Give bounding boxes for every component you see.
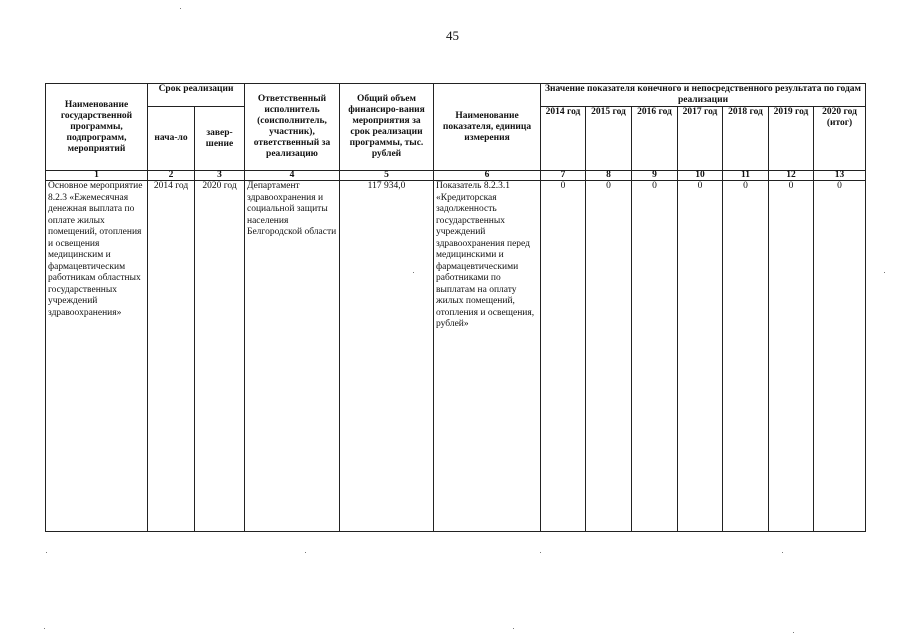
cell-value-2017: 0: [678, 181, 723, 532]
column-number: 1: [46, 171, 148, 181]
column-number: 10: [678, 171, 723, 181]
cell-value-2018: 0: [723, 181, 769, 532]
column-number: 9: [632, 171, 678, 181]
scan-speck: [884, 272, 885, 273]
header-term-end: завер-шение: [195, 107, 245, 171]
cell-term-end: 2020 год: [195, 181, 245, 532]
header-indicator-values-group: Значение показателя конечного и непосредственного результата по годам реализации: [541, 84, 866, 107]
header-year-2017: 2017 год: [678, 107, 723, 171]
scan-speck: [46, 552, 47, 553]
cell-program-name: Основное мероприятие 8.2.3 «Ежемесячная денежная выплата по оплате жилых помещений, отопления и освещения медицинским и фармацевтическим работникам областных государственных учреждений здравоохранения»: [46, 181, 148, 532]
column-number: 6: [434, 171, 541, 181]
cell-indicator-name: Показатель 8.2.3.1 «Кредиторская задолженность государственных учреждений здравоохранения перед медицинскими и фармацевтическими работниками по выплатам на оплату жилых помещений, отопления и освещения, рублей»: [434, 181, 541, 532]
header-indicator-name: Наименование показателя, единица измерения: [434, 84, 541, 171]
column-number: 2: [148, 171, 195, 181]
header-responsible: Ответственный исполнитель (соисполнитель, участник), ответственный за реализацию: [245, 84, 340, 171]
header-row-1: [46, 84, 866, 107]
column-number: 5: [340, 171, 434, 181]
scan-speck: [540, 552, 541, 553]
column-number-row: [46, 171, 866, 181]
column-number: 12: [769, 171, 814, 181]
header-year-2018: 2018 год: [723, 107, 769, 171]
header-term-group: Срок реализации: [148, 84, 245, 107]
page-number: 45: [446, 28, 459, 43]
scan-speck: [44, 628, 45, 629]
header-funding: Общий объем финансиро-вания мероприятия за срок реализации программы, тыс. рублей: [340, 84, 434, 171]
scan-speck: [782, 552, 783, 553]
scan-speck: [513, 628, 514, 629]
cell-value-2020: 0: [814, 181, 866, 532]
cell-value-2019: 0: [769, 181, 814, 532]
column-number: 4: [245, 171, 340, 181]
cell-term-start: 2014 год: [148, 181, 195, 532]
header-program-name: Наименование государственной программы, подпрограмм, мероприятий: [46, 84, 148, 171]
scan-speck: [413, 272, 414, 273]
header-year-2016: 2016 год: [632, 107, 678, 171]
column-number: 7: [541, 171, 586, 181]
program-table: [45, 83, 866, 532]
header-term-start: нача-ло: [148, 107, 195, 171]
header-year-2014: 2014 год: [541, 107, 586, 171]
cell-value-2014: 0: [541, 181, 586, 532]
header-year-2015: 2015 год: [586, 107, 632, 171]
scan-speck: [305, 552, 306, 553]
cell-value-2016: 0: [632, 181, 678, 532]
column-number: 3: [195, 171, 245, 181]
column-number: 11: [723, 171, 769, 181]
header-year-2020: 2020 год (итог): [814, 107, 866, 171]
column-number: 13: [814, 171, 866, 181]
header-year-2019: 2019 год: [769, 107, 814, 171]
cell-funding: 117 934,0: [340, 181, 434, 532]
cell-responsible: Департамент здравоохранения и социальной защиты населения Белгородской области: [245, 181, 340, 532]
column-number: 8: [586, 171, 632, 181]
cell-value-2015: 0: [586, 181, 632, 532]
table-row: [46, 181, 866, 532]
scan-speck: [793, 632, 794, 633]
scan-speck: [180, 8, 181, 9]
